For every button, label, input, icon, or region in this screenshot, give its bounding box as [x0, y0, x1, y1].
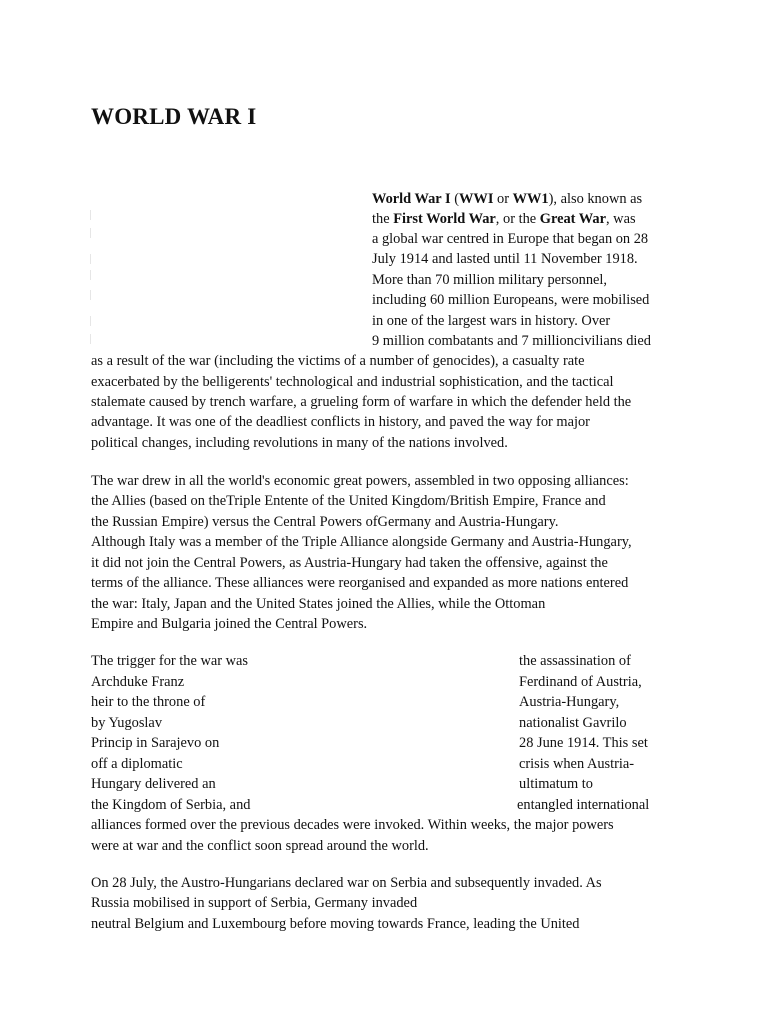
intro-line: as a result of the war (including the victims of a number of genocides), a casualty rate [91, 353, 585, 369]
paragraph-line: On 28 July, the Austro-Hungarians declared war on Serbia and subsequently invaded. As [91, 875, 602, 891]
intro-line [372, 189, 642, 209]
bold-term: WWI [459, 191, 494, 207]
text-run: the [372, 211, 394, 227]
paragraph-line-right: 28 June 1914. This set [519, 735, 648, 751]
page-title: WORLD WAR I [91, 104, 257, 129]
bold-term: WW1 [512, 191, 549, 207]
paragraph-line-right: ultimatum to [519, 776, 593, 792]
intro-line: including 60 million Europeans, were mobilised [372, 292, 650, 308]
text-run: , was [605, 211, 636, 227]
paragraph-line-left: heir to the throne of [91, 694, 206, 710]
intro-line: a global war centred in Europe that began on 28 [372, 231, 649, 247]
paragraph-line: Although Italy was a member of the Triple Alliance alongside Germany and Austria-Hungary, [91, 534, 632, 550]
paragraph-line-left: Hungary delivered an [91, 776, 216, 792]
paragraph-line: it did not join the Central Powers, as Austria-Hungary had taken the offensive, against the [91, 555, 608, 571]
paragraph-line-right: crisis when Austria- [519, 756, 635, 772]
paragraph-line: Russia mobilised in support of Serbia, Germany invaded [91, 895, 418, 911]
paragraph-line: the Russian Empire) versus the Central Powers ofGermany and Austria-Hungary. [91, 514, 559, 530]
paragraph-line-right: entangled international [517, 797, 650, 813]
paragraph-line: terms of the alliance. These alliances were reorganised and expanded as more nations entered [91, 575, 629, 591]
paragraph-line: the Allies (based on theTriple Entente of the United Kingdom/British Empire, France and [91, 493, 606, 509]
bold-term: Great War [539, 211, 606, 227]
paragraph-line: Empire and Bulgaria joined the Central Powers. [91, 616, 368, 632]
paragraph-line-left: off a diplomatic [91, 756, 183, 772]
text-run: , or the [495, 211, 540, 227]
image-placeholder-mark [90, 270, 91, 280]
paragraph-line-right: the assassination of [519, 653, 631, 669]
paragraph-line: were at war and the conflict soon spread around the world. [91, 838, 429, 854]
image-placeholder-mark [90, 316, 91, 326]
intro-line: advantage. It was one of the deadliest conflicts in history, and paved the way for major [91, 414, 590, 430]
text-run: ), also known as [548, 191, 643, 207]
bold-term: First World War [393, 211, 496, 227]
intro-line: political changes, including revolutions in many of the nations involved. [91, 435, 508, 451]
paragraph-line: The war drew in all the world's economic great powers, assembled in two opposing alliances: [91, 473, 629, 489]
intro-line: More than 70 million military personnel, [372, 272, 608, 288]
intro-line: stalemate caused by trench warfare, a grueling form of warfare in which the defender held the [91, 394, 632, 410]
text-run: or [493, 191, 513, 207]
paragraph-line: neutral Belgium and Luxembourg before moving towards France, leading the United [91, 916, 580, 932]
text-run: ( [450, 191, 460, 207]
bold-term: World War I [372, 191, 451, 207]
paragraph-line-left: The trigger for the war was [91, 653, 249, 669]
paragraph-line: alliances formed over the previous decades were invoked. Within weeks, the major powers [91, 817, 614, 833]
paragraph-line-left: the Kingdom of Serbia, and [91, 797, 251, 813]
image-placeholder-mark [90, 334, 91, 344]
intro-line: July 1914 and lasted until 11 November 1918. [372, 251, 638, 267]
paragraph-line-left: Princip in Sarajevo on [91, 735, 220, 751]
paragraph-line-right: Austria-Hungary, [519, 694, 620, 710]
image-placeholder-mark [90, 254, 91, 264]
image-placeholder-mark [90, 210, 91, 220]
intro-line: in one of the largest wars in history. Over [372, 313, 611, 329]
paragraph-line-right: nationalist Gavrilo [519, 715, 627, 731]
intro-line: 9 million combatants and 7 millioncivilians died [372, 333, 651, 349]
paragraph-line-right: Ferdinand of Austria, [519, 674, 642, 690]
intro-line [372, 209, 636, 229]
intro-line: exacerbated by the belligerents' technological and industrial sophistication, and the tactical [91, 374, 614, 390]
paragraph-line-left: Archduke Franz [91, 674, 185, 690]
paragraph-line: the war: Italy, Japan and the United States joined the Allies, while the Ottoman [91, 596, 546, 612]
image-placeholder-mark [90, 290, 91, 300]
image-placeholder-mark [90, 228, 91, 238]
paragraph-line-left: by Yugoslav [91, 715, 163, 731]
